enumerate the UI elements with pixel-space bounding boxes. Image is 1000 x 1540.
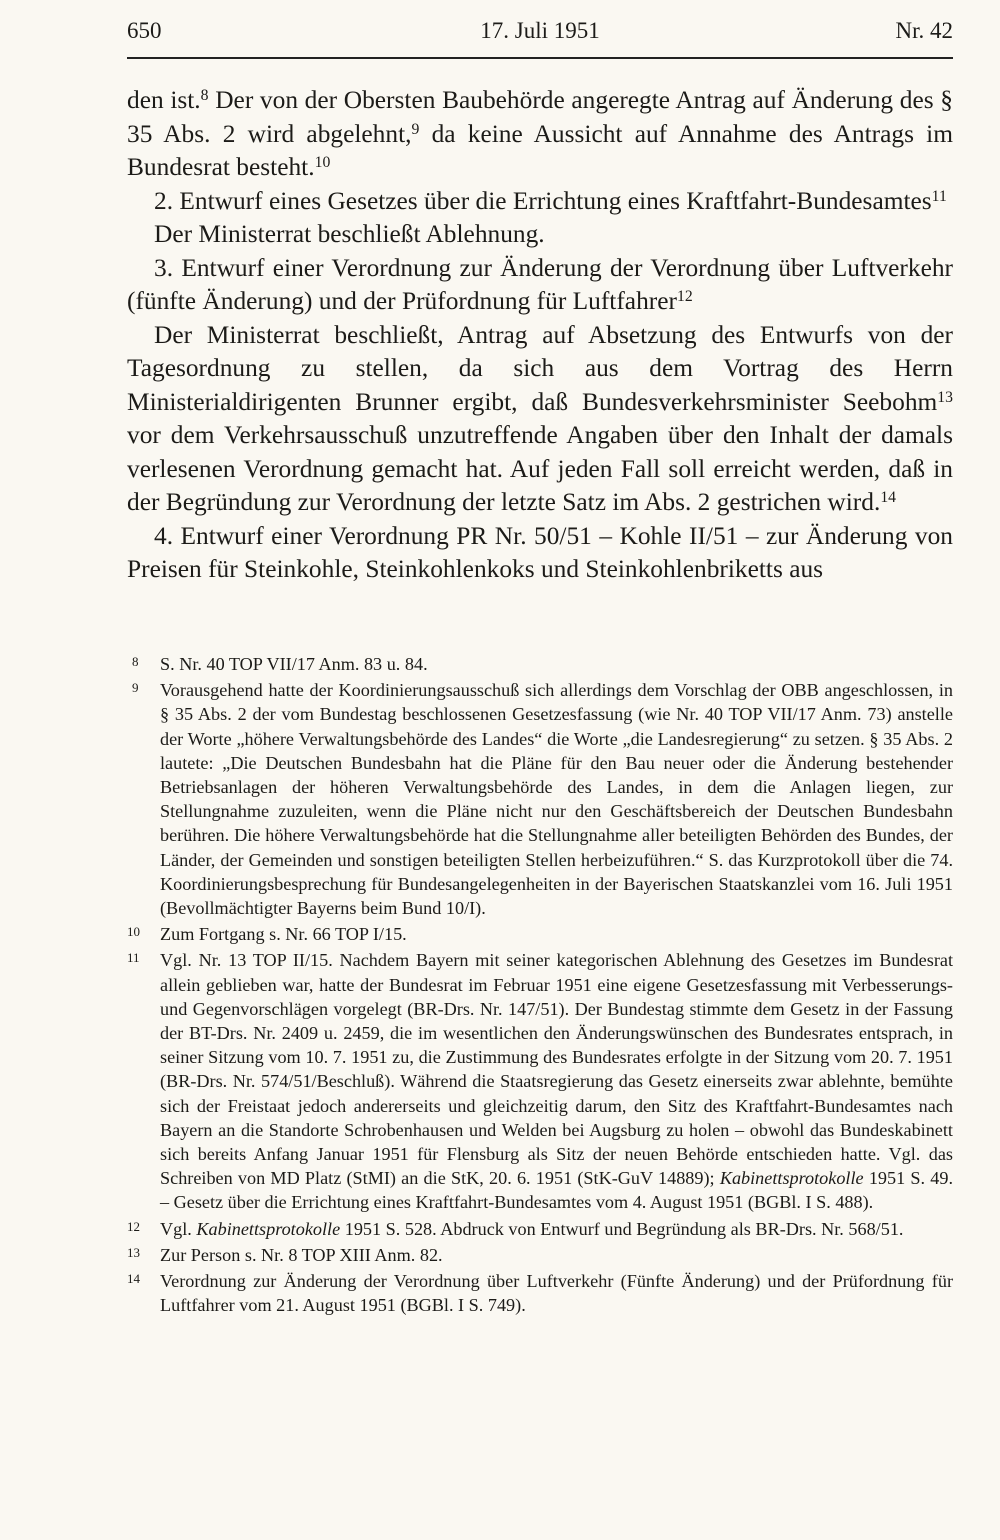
- footnote-number: 9: [132, 680, 139, 696]
- agenda-item-2: 2. Entwurf eines Gesetzes über die Errichtung eines Kraftfahrt-Bundesamtes$^{11}$: [154, 186, 947, 215]
- footnote-10: [127, 922, 953, 946]
- footnote-number: 14: [127, 1271, 140, 1287]
- agenda-item-3: 3. Entwurf einer Verordnung zur Änderung der Verordnung über Luftverkehr (fünfte Änderung) und der Prüfordnung für Luftfahrer$^{12}$: [127, 253, 953, 315]
- footnote-ref-13[interactable]: 13: [937, 388, 953, 406]
- agenda-item-4: 4. Entwurf einer Verordnung PR Nr. 50/51 – Kohle II/51 – zur Änderung von Preisen für Steinkohle, Steinkohlenkoks und Steinkohlenbriketts aus: [127, 521, 953, 583]
- issue-number: Nr. 42: [895, 18, 953, 43]
- footnote-14: [127, 1269, 953, 1317]
- footnote-text: S. Nr. 40 TOP VII/17 Anm. 83 u. 84.: [160, 654, 428, 674]
- footnote-number: 11: [127, 950, 140, 966]
- decision-2: Der Ministerrat beschließt Ablehnung.: [154, 220, 545, 248]
- footnotes-section: [127, 652, 953, 1319]
- footnote-9: [127, 678, 953, 920]
- footnote-number: 10: [127, 924, 140, 940]
- footnote-ref-10[interactable]: 10: [314, 154, 331, 172]
- footnote-8: [127, 652, 953, 676]
- main-text: [127, 84, 953, 587]
- footnote-ref-9[interactable]: 9: [411, 120, 420, 138]
- footnote-number: 13: [127, 1244, 140, 1260]
- decision-3: Der Ministerrat beschließt, Antrag auf Absetzung des Entwurfs von der Tagesordnung zu stellen, da sich aus dem Vortrag des Herrn Ministerialdirigenten Brunner ergibt, daß Bundesverkehrsminister Seebohm$^{13}$ vor dem Verkehrsausschuß unzutreffende Angaben über den Inhalt der damals verlesenen Verordnung gemacht hat. Auf jeden Fall soll erreicht werden, daß in der Begründung zur Verordnung der letzte Satz im Abs. 2 gestrichen wird.$^{14}$: [127, 320, 953, 516]
- footnote-number: 12: [127, 1218, 140, 1234]
- footnote-number: 8: [132, 654, 139, 669]
- footnote-13: [127, 1243, 953, 1267]
- footnote-text: Zum Fortgang s. Nr. 66 TOP I/15.: [160, 924, 407, 945]
- footnote-ref-12[interactable]: 12: [676, 288, 693, 306]
- footnote-text: Vgl. Nr. 13 TOP II/15. Nachdem Bayern mit seiner kategorischen Ablehnung des Gesetzes im Bundesrat allein geblieben war, hatte der Bundesrat im Februar 1951 eine eigene Gesetzesfassung mit Verbesserungs- und Gegenvorschlägen vorgelegt (BR-Drs. Nr. 147/51). Der Bundestag stimmte dem Gesetz in der Fassung der BT-Drs. Nr. 2409 u. 2459, die im wesentlichen den Änderungswünschen des Bundesrates entsprach, in seiner Sitzung vom 10. 7. 1951 zu, die Zustimmung des Bundesrates erfolgte in der Sitzung vom 20. 7. 1951 (BR-Drs. Nr. 574/51/Beschluß). Während die Staatsregierung das Gesetz einerseits zwar ablehnte, bemühte sich der Freistaat jedoch andererseits und gleichzeitig darum, den Sitz des Kraftfahrt-Bundesamtes nach Bayern an die Standorte Schrobenhausen und Welden bei Augsburg zu holen – obwohl das Bundeskabinett sich bereits Anfang Januar 1951 für Flensburg als Sitz der neuen Behörde entschieden hatte. Vgl. das Schreiben von MD Platz (StMI) an die StK, 20. 6. 1951 (StK-GuV 14889); Kabinettsprotokolle 1951 S. 49. – Gesetz über die Errichtung eines Kraftfahrt-Bundesamtes vom 4. August 1951 (BGBl. I S. 488).: [160, 950, 953, 1213]
- footnote-text: Zur Person s. Nr. 8 TOP XIII Anm. 82.: [160, 1244, 443, 1265]
- footnote-12: [127, 1217, 953, 1241]
- header-rule: [127, 57, 953, 59]
- footnote-text: Vgl. Kabinettsprotokolle 1951 S. 528. Abdruck von Entwurf und Begründung als BR-Drs. Nr. 568/51.: [160, 1218, 904, 1239]
- running-header: [127, 16, 953, 56]
- page-number: 650: [127, 18, 162, 43]
- footnote-ref-14[interactable]: 14: [880, 489, 897, 507]
- footnote-11: [127, 948, 953, 1214]
- footnote-ref-8[interactable]: 8: [200, 87, 209, 105]
- footnote-text: Verordnung zur Änderung der Verordnung über Luftverkehr (Fünfte Änderung) und der Prüfordnung für Luftfahrer vom 21. August 1951 (BGBl. I S. 749).: [160, 1271, 953, 1316]
- footnote-text: Vorausgehend hatte der Koordinierungsausschuß sich allerdings dem Vorschlag der OBB angeschlossen, in § 35 Abs. 2 der vom Bundestag beschlossenen Gesetzesfassung (wie Nr. 40 TOP VII/17 Anm. 73) anstelle der Worte „höhere Verwaltungsbehörde des Landes“ die Worte „die Landesregierung“ zu setzen. § 35 Abs. 2 lautete: „Die Deutschen Bundesbahn hat die Pläne für den Bau neuer oder die Änderung bestehender Betriebsanlagen der höheren Verwaltungsbehörde des Landes, in dem die Anlagen liegen, zur Stellungnahme zuzuleiten, wenn die Pläne nicht nur den Geschäftsbereich der Deutschen Bundesbahn berühren. Die höhere Verwaltungsbehörde hat die Stellungnahme aller beteiligten Behörden des Bundes, der Länder, der Gemeinden und sonstigen beteiligten Stellen herbeizuführen.“ S. das Kurzprotokoll über die 74. Koordinierungsbesprechung für Bundesangelegenheiten in der Bayerischen Staatskanzlei vom 16. Juli 1951 (Bevollmächtigter Bayerns beim Bund 10/I).: [160, 680, 953, 919]
- paragraph-1: den ist.$^8$ Der von der Obersten Baubehörde angeregte Antrag auf Änderung des § 35 Abs. 2 wird abgelehnt,$^9$ da keine Aussicht auf Annahme des Antrags im Bundesrat besteht.$^{10}$: [127, 86, 953, 181]
- header-date: 17. Juli 1951: [480, 18, 600, 43]
- footnote-ref-11[interactable]: 11: [931, 187, 947, 205]
